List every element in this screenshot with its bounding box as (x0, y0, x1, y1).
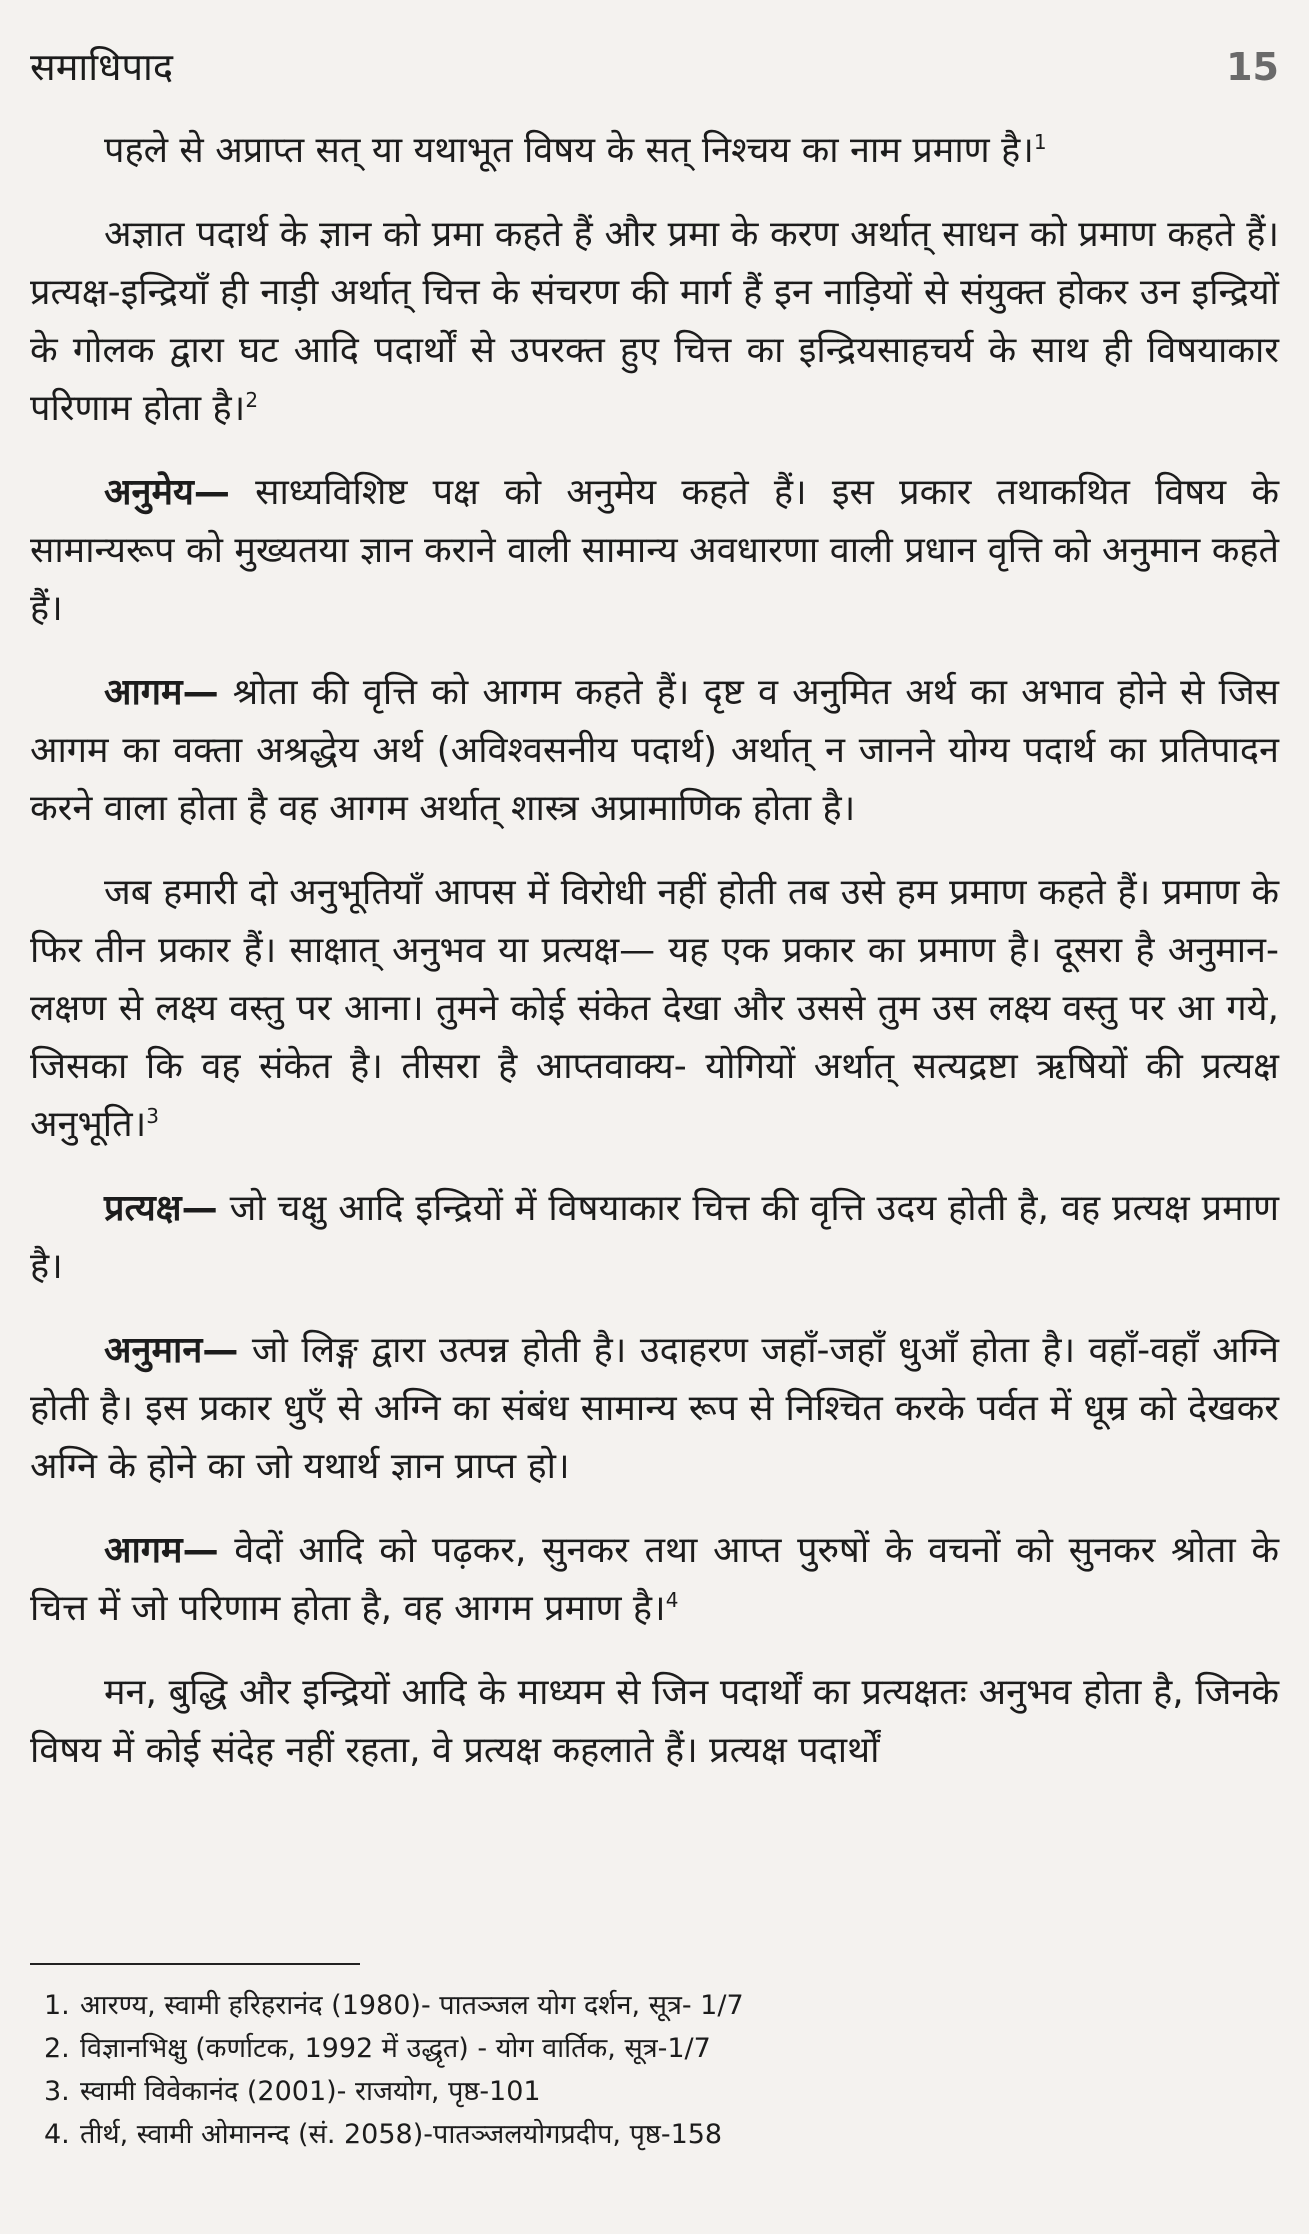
footnote-text: तीर्थ, स्वामी ओमानन्द (सं. 2058)-पातञ्जलयोगप्रदीप, पृष्ठ-158 (80, 2119, 723, 2150)
paragraph-text: पहले से अप्राप्त सत् या यथाभूत विषय के सत् निश्चय का नाम प्रमाण है। (104, 130, 1034, 171)
paragraph-term: आगम— (104, 1530, 219, 1571)
paragraph-text: साध्यविशिष्ट पक्ष को अनुमेय कहते हैं। इस प्रकार तथाकथित विषय के सामान्यरूप को मुख्यतया ज्ञान कराने वाली सामान्य अवधारणा वाली प्रधान वृत्ति को अनुमान कहते हैं। (30, 472, 1279, 629)
footnote-text: स्वामी विवेकानंद (2001)- राजयोग, पृष्ठ-101 (80, 2076, 541, 2107)
footnote-number: 4. (44, 2119, 70, 2150)
paragraph (30, 1664, 1279, 1780)
footnote-item (44, 2027, 1274, 2070)
paragraph-text: जो लिङ्ग द्वारा उत्पन्न होती है। उदाहरण जहाँ-जहाँ धुआँ होता है। वहाँ-वहाँ अग्नि होती है। इस प्रकार धुएँ से अग्नि का संबंध सामान्य रूप से निश्चित करके पर्वत में धूम्र को देखकर अग्नि के होने का जो यथार्थ ज्ञान प्राप्त हो। (30, 1330, 1279, 1487)
footnote-ref[interactable]: 1 (1033, 130, 1047, 154)
paragraph (30, 464, 1279, 638)
paragraph (30, 1322, 1279, 1496)
paragraph-term: अनुमान— (104, 1330, 239, 1371)
paragraph-term: आगम— (104, 672, 219, 713)
paragraph-text: जो चक्षु आदि इन्द्रियों में विषयाकार चित्त की वृत्ति उदय होती है, वह प्रत्यक्ष प्रमाण है। (30, 1188, 1279, 1287)
paragraph (30, 864, 1279, 1154)
paragraph (30, 664, 1279, 838)
footnote-text: आरण्य, स्वामी हरिहरानंद (1980)- पातञ्जल योग दर्शन, सूत्र- 1/7 (80, 1990, 744, 2021)
paragraph (30, 206, 1279, 438)
paragraph (30, 1180, 1279, 1296)
main-text (30, 122, 1279, 1780)
page-number: 15 (1226, 45, 1279, 89)
paragraph-term: अनुमेय— (104, 472, 230, 513)
paragraph-text: श्रोता की वृत्ति को आगम कहते हैं। दृष्ट व अनुमित अर्थ का अभाव होने से जिस आगम का वक्ता अश्रद्धेय अर्थ (अविश्वसनीय पदार्थ) अर्थात् न जानने योग्य पदार्थ का प्रतिपादन करने वाला होता है वह आगम अर्थात् शास्त्र अप्रामाणिक होता है। (30, 672, 1279, 829)
paragraph-text: वेदों आदि को पढ़कर, सुनकर तथा आप्त पुरुषों के वचनों को सुनकर श्रोता के चित्त में जो परिणाम होता है, वह आगम प्रमाण है। (30, 1530, 1279, 1629)
footnote-divider (30, 1963, 360, 1965)
footnote-number: 1. (44, 1990, 70, 2021)
paragraph-text: अज्ञात पदार्थ के ज्ञान को प्रमा कहते हैं और प्रमा के करण अर्थात् साधन को प्रमाण कहते हैं। प्रत्यक्ष-इन्द्रियाँ ही नाड़ी अर्थात् चित्त के संचरण की मार्ग हैं इन नाड़ियों से संयुक्त होकर उन इन्द्रियों के गोलक द्वारा घट आदि पदार्थों से उपरक्त हुए चित्त का इन्द्रियसाहचर्य के साथ ही विषयाकार परिणाम होता है। (30, 214, 1279, 429)
footnote-ref[interactable]: 2 (245, 388, 259, 412)
paragraph-text: जब हमारी दो अनुभूतियाँ आपस में विरोधी नहीं होती तब उसे हम प्रमाण कहते हैं। प्रमाण के फिर तीन प्रकार हैं। साक्षात् अनुभव या प्रत्यक्ष— यह एक प्रकार का प्रमाण है। दूसरा है अनुमान- लक्षण से लक्ष्य वस्तु पर आना। तुमने कोई संकेत देखा और उससे तुम उस लक्ष्य वस्तु पर आ गये, जिसका कि वह संकेत है। तीसरा है आप्तवाक्य- योगियों अर्थात् सत्यद्रष्टा ऋषियों की प्रत्यक्ष अनुभूति। (30, 872, 1279, 1145)
footnote-item (44, 2113, 1274, 2156)
paragraph (30, 122, 1279, 180)
footnote-item (44, 2070, 1274, 2113)
footnote-text: विज्ञानभिक्षु (कर्णाटक, 1992 में उद्धृत) - योग वार्तिक, सूत्र-1/7 (80, 2033, 711, 2064)
paragraph (30, 1522, 1279, 1638)
footnote-ref[interactable]: 4 (665, 1588, 679, 1612)
running-header (30, 40, 1279, 100)
footnote-number: 2. (44, 2033, 70, 2064)
paragraph-text: मन, बुद्धि और इन्द्रियों आदि के माध्यम से जिन पदार्थों का प्रत्यक्षतः अनुभव होता है, जिनके विषय में कोई संदेह नहीं रहता, वे प्रत्यक्ष कहलाते हैं। प्रत्यक्ष पदार्थों (30, 1672, 1279, 1771)
footnote-ref[interactable]: 3 (146, 1104, 160, 1128)
footnote-number: 3. (44, 2076, 70, 2107)
paragraph-term: प्रत्यक्ष— (104, 1188, 218, 1229)
chapter-title: समाधिपाद (30, 45, 174, 89)
footnotes (44, 1984, 1274, 2156)
footnote-item (44, 1984, 1274, 2027)
